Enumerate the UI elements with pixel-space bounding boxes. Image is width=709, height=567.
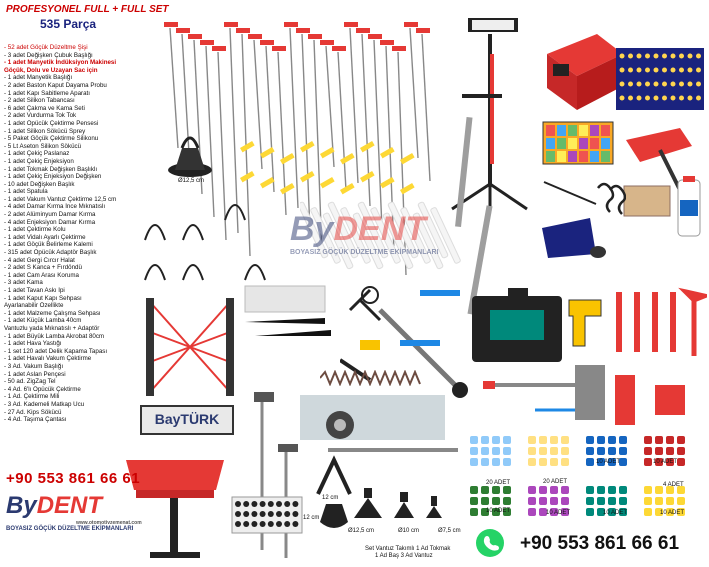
- hood-stand-image: [140, 292, 240, 402]
- item-line: - 1 adet Aslan Pençesi: [4, 370, 66, 378]
- set-title: PROFESYONEL FULL + FULL SET: [6, 4, 169, 15]
- adapter-panel-image: [614, 46, 706, 112]
- item-line: - 50 ad. ZigZag Tel: [4, 378, 56, 386]
- item-line: - 1 adet Çekiç Paslanaz: [4, 150, 70, 158]
- item-line: - 2 adet Alüminyum Damar Kırma: [4, 211, 96, 219]
- item-line: - 3 Ad. Kademeli Matkap Ucu: [4, 400, 85, 408]
- item-line: Ayarlanabilir Özellikte: [4, 302, 64, 310]
- glue-gun-image: [565, 290, 605, 350]
- item-line: - 4 adet Enjeksiyon Damar Kırma: [4, 218, 96, 226]
- carry-case-image: [470, 288, 565, 366]
- piece-count: 535 Parça: [40, 17, 97, 31]
- item-line: - 3 adet Değişken Çubuk Başlığı: [4, 51, 93, 59]
- diameter-75-label: Ø7,5 cm: [438, 528, 461, 534]
- baytrk-logo: BayTÜRK: [140, 405, 234, 435]
- item-line: - 1 Ad. Çektirme Mili: [4, 393, 60, 401]
- qty-10-a: 10 ADET: [596, 459, 621, 465]
- whatsapp-icon[interactable]: [476, 529, 504, 557]
- item-line: - 1 adet Çekiç Enjeksiyon Değişken: [4, 173, 102, 181]
- item-line: - 1 adet Tavan Askı İpi: [4, 287, 65, 294]
- pullers-clamps-image: [475, 365, 705, 440]
- watermark-logo: ByDENT BOYASIZ GÖÇÜK DÜZELTME EKİPMANLARI: [290, 210, 439, 256]
- diameter-10-label: Ø10 cm: [398, 528, 420, 534]
- phone-number-left: +90 553 861 66 61: [6, 470, 141, 487]
- item-line: - 1 adet Manyetik İndüksiyon Makinesi: [4, 59, 117, 67]
- wedge-box-bottle-image: [620, 176, 706, 242]
- item-line: - 1 adet Büyük Lamba Akrobat 80cm: [4, 332, 105, 340]
- item-line: - 27 Ad. Kips Sökücü: [4, 408, 62, 416]
- qty-20-a: 20 ADET: [486, 480, 511, 486]
- item-line: - 6 adet Çakma ve Kama Seti: [4, 104, 85, 112]
- qty-10-c: 10 ADET: [486, 508, 511, 514]
- item-line: - 2 adet Vurdurma Tok Tok: [4, 112, 77, 120]
- item-line: - 4 Ad. Taşıma Çantası: [4, 416, 67, 424]
- item-line: - 1 adet Çektirme Kolu: [4, 226, 66, 234]
- item-line: - 4 adet Damar Kırma İnce Mıknatıslı: [4, 203, 106, 211]
- item-line: Vantuzlu yada Mıknatıslı + Adaptör: [4, 324, 100, 332]
- qty-10-f: 10 ADET: [660, 510, 685, 516]
- item-line: - 1 adet Spatula: [4, 188, 48, 196]
- item-line: - 1 adet Tokmak Değişken Başlıklı: [4, 165, 98, 173]
- qty-4: 4 ADET: [663, 482, 684, 488]
- item-line: - 1 adet Küçük Lamba 40cm: [4, 317, 82, 325]
- qty-20-b: 20 ADET: [543, 479, 568, 485]
- item-line: - 1 adet Silikon Sökücü Sprey: [4, 127, 86, 135]
- item-line: - 3 Ad. Vakum Başlığı: [4, 362, 64, 370]
- item-line: - 1 adet Havalı Vakum Çektirme: [4, 355, 92, 363]
- length-12-label: 12 cm: [322, 495, 339, 501]
- header: [6, 4, 169, 31]
- item-line: - 2 adet S Kanca + Fırdöndü: [4, 264, 82, 272]
- item-line: - 10 adet Değişken Başlık: [4, 180, 75, 188]
- qty-10-b: 10 ADET: [653, 459, 678, 465]
- item-line: - 1 adet Vakum Vantuz Çektirme 12,5 cm: [4, 195, 117, 203]
- item-line: - 52 adet Göçük Düzeltme Şişi: [4, 44, 88, 51]
- qty-10-d: 10 ADET: [546, 510, 571, 516]
- zigzag-wire-image: [320, 370, 430, 386]
- protection-wedges-image: [235, 282, 340, 354]
- item-line: - 1 adet Vidalı Ayarlı Çektirme: [4, 233, 86, 241]
- item-line: - 2 adet Silikon Tabancası: [4, 97, 75, 105]
- item-line: - 1 adet Öpücük Çektirme Pensesi: [4, 119, 99, 127]
- bydent-logo: ByDENT www.otomotivzemenat.com BOYASIZ GÖÇÜK DÜZELTME EKİPMANLARI: [6, 492, 142, 532]
- item-line: - 3 adet Kama: [4, 279, 43, 287]
- suction-cup-icon: [168, 138, 212, 177]
- item-line: - 1 adet Kapı Sabitleme Aparatı: [4, 89, 90, 97]
- item-line: - 1 adet Kaput Kapı Sehpası: [4, 294, 82, 302]
- hole-plugs-image: [230, 495, 305, 535]
- suction-diameter-label: Ø12,5 cm: [178, 178, 205, 184]
- item-line: - 1 adet Manyetik Başlığı: [4, 74, 73, 82]
- item-line: - 1 adet Cam Arası Koruma: [4, 271, 79, 279]
- item-line: - 5 Paket Göçük Çektirme Silikonu: [4, 135, 99, 143]
- item-line: - 1 adet Göçük Belirleme Kalemi: [4, 241, 93, 249]
- qty-10-e: 10 ADET: [603, 510, 628, 516]
- hooks-airbag-image: [536, 168, 626, 263]
- set-note-2: 1 Ad Baş 3 Ad Vantuz: [375, 553, 433, 559]
- item-line: - 315 adet Öpücük Adaptör Başlık: [4, 249, 97, 257]
- item-line: - 1 adet Hava Yastığı: [4, 340, 62, 348]
- item-line: - 1 set 120 adet Delik Kapama Tapası: [4, 347, 108, 355]
- hammers-pullers-image: [340, 270, 470, 410]
- set-note-1: Set Vantuz Takımlı 1 Ad Tokmak: [365, 546, 451, 552]
- item-line: Göçük, Dolu ve Uzayan Sac için: [4, 66, 98, 74]
- wedges-knockdown-image: [610, 286, 707, 366]
- car-photo: [300, 395, 445, 440]
- item-line: - 1 adet Malzeme Çalışma Sehpası: [4, 309, 101, 317]
- diameter-125-label: Ø12,5 cm: [348, 528, 375, 534]
- length-12v-label: 12 cm: [303, 515, 320, 521]
- phone-number-right[interactable]: +90 553 861 66 61: [520, 533, 680, 554]
- item-line: - 2 adet Baston Kaput Dayama Probu: [4, 81, 107, 89]
- parts-box-image: [541, 120, 615, 166]
- item-line: - 4 adet Gergi Cırcır Halat: [4, 256, 75, 264]
- item-line: - 5 Lt Aseton Silikon Sökücü: [4, 142, 82, 150]
- item-line: - 1 adet Çekiç Enjeksiyon: [4, 157, 74, 165]
- item-line: - 4 Ad. 6'lı Öpücük Çektirme: [4, 385, 81, 393]
